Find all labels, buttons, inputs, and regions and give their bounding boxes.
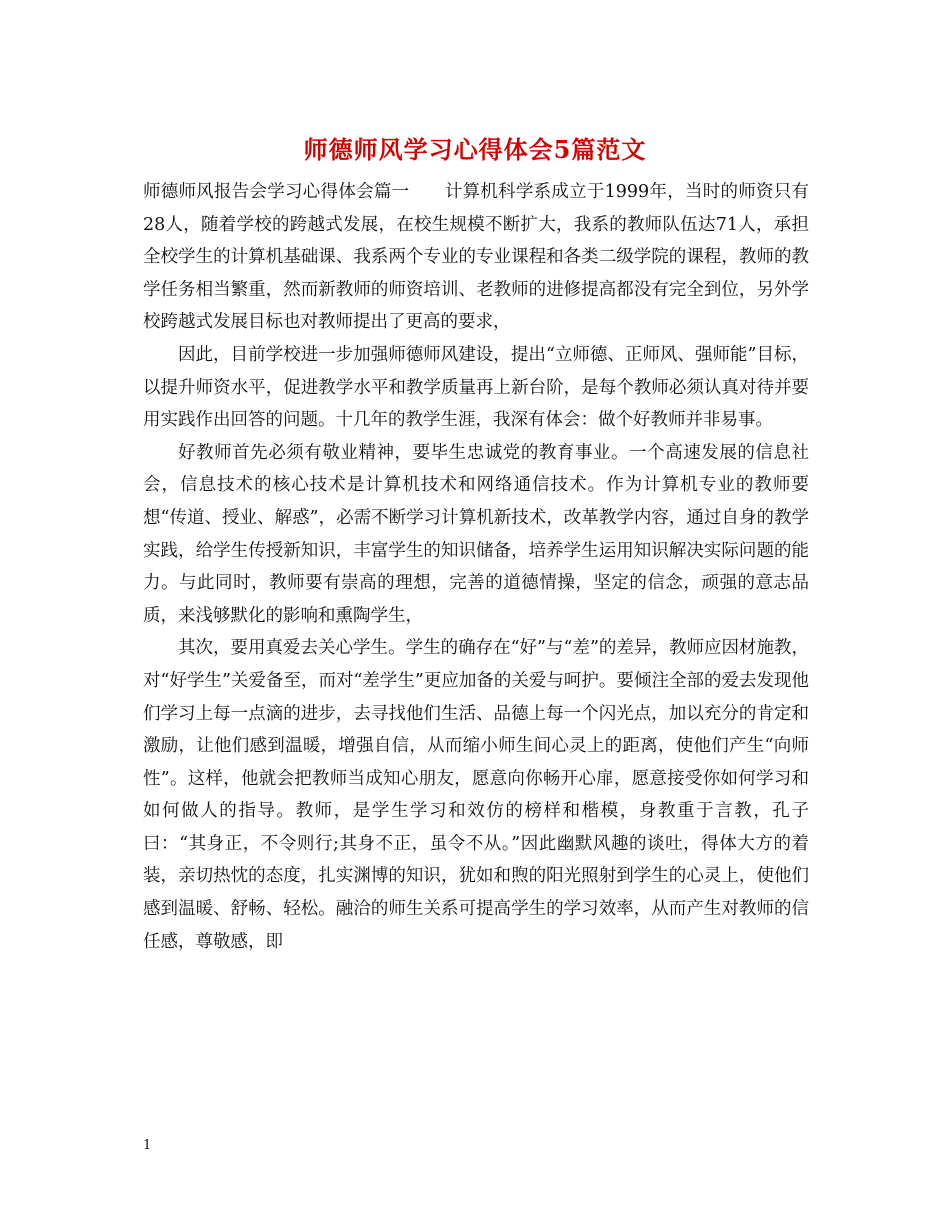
document-body [143,176,809,958]
paragraph-1: 师德师风报告会学习心得体会篇一 计算机科学系成立于1999年，当时的师资只有28人，随着学校的跨越式发展，在校生规模不断扩大，我系的教师队伍达71人，承担全校学生的计算机基础课、我系两个专业的专业课程和各类二级学院的课程，教师的教学任务相当繁重，然而新教师的师资培训、老教师的进修提高都没有完全到位，另外学校跨越式发展目标也对教师提出了更高的要求， [143,182,809,333]
paragraph-4: 其次，要用真爱去关心学生。学生的确存在“好”与“差”的差异，教师应因材施教，对“好学生”关爱备至，而对“差学生”更应加备的关爱与呵护。要倾注全部的爱去发现他们学习上每一点滴的进步，去寻找他们生活、品德上每一个闪光点，加以充分的肯定和激励，让他们感到温暖，增强自信，从而缩小师生间心灵上的距离，使他们产生“向师性”。这样，他就会把教师当成知心朋友，愿意向你畅开心扉，愿意接受你如何学习和如何做人的指导。教师，是学生学习和效仿的榜样和楷模，身教重于言教，孔子曰：“其身正，不令则行;其身不正，虽令不从。”因此幽默风趣的谈吐，得体大方的着装，亲切热忱的态度，扎实渊博的知识，犹如和煦的阳光照射到学生的心灵上，使他们感到温暖、舒畅、轻松。融洽的师生关系可提高学生的学习效率，从而产生对教师的信任感，尊敬感，即 [143,638,809,952]
page-number: 1 [143,1138,152,1153]
document-title: 师德师风学习心得体会5篇范文 [303,135,647,164]
paragraph-3: 好教师首先必须有敬业精神，要毕生忠诚党的教育事业。一个高速发展的信息社会，信息技术的核心技术是计算机技术和网络通信技术。作为计算机专业的教师要想“传道、授业、解惑”，必需不断学习计算机新技术，改革教学内容，通过自身的教学实践，给学生传授新知识，丰富学生的知识储备，培养学生运用知识解决实际问题的能力。与此同时，教师要有崇高的理想，完善的道德情操，坚定的信念，顽强的意志品质，来浅够默化的影响和熏陶学生， [143,442,809,626]
paragraph-2: 因此，目前学校进一步加强师德师风建设，提出“立师德、正师风、强师能”目标，以提升师资水平，促进教学水平和教学质量再上新台阶，是每个教师必须认真对待并要用实践作出回答的问题。十几年的教学生涯，我深有体会：做个好教师并非易事。 [143,344,809,431]
